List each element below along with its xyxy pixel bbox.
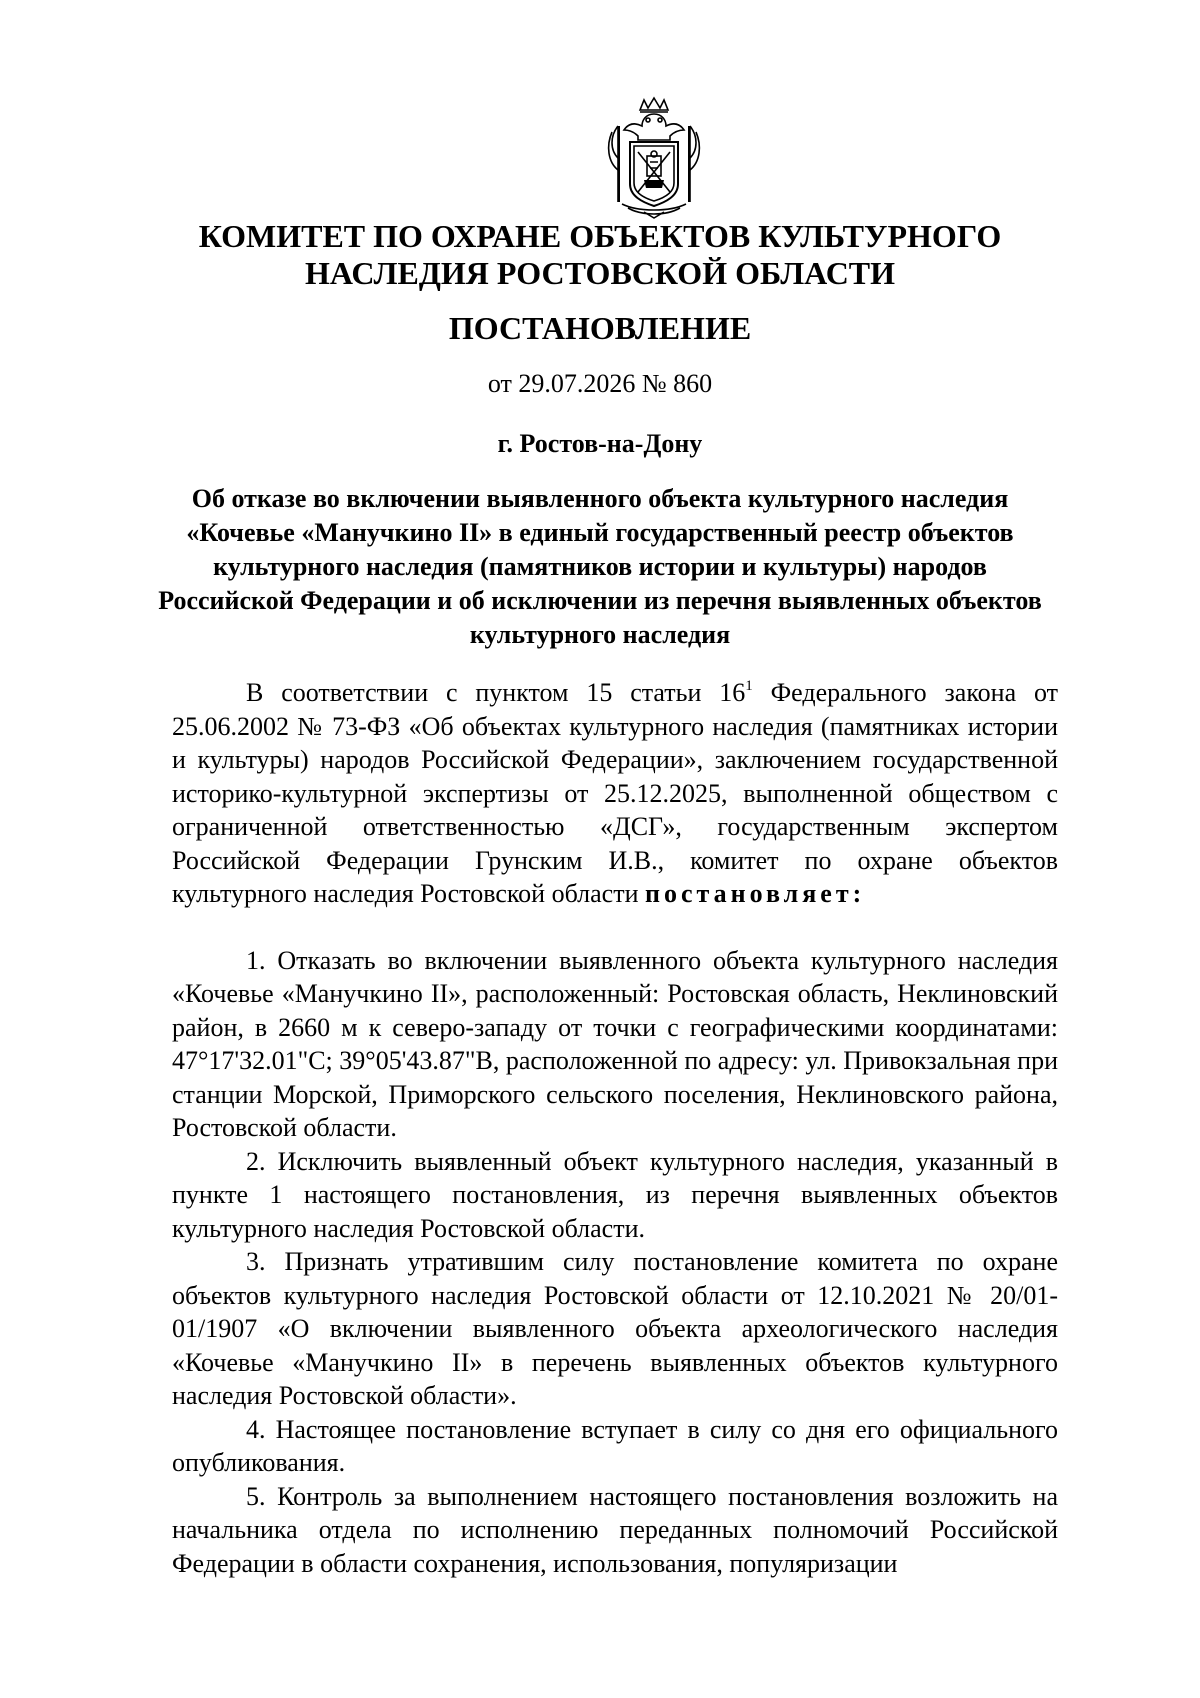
item-4: 4. Настоящее постановление вступает в силу со дня его официального опубликования. [172,1414,1058,1477]
article-superscript: 1 [745,678,753,694]
document-body [172,676,1058,1580]
document-city: г. Ростов-на-Дону [497,429,703,458]
preamble-decides: постановляет: [645,879,866,908]
item-5: 5. Контроль за выполнением настоящего постановления возложить на начальника отдела по исполнению переданных полномочий Российской Федерации в области сохранения, использования, популяризации [172,1481,1058,1578]
item-3: 3. Признать утратившим силу постановление комитета по охране объектов культурного наследия Ростовской области от 12.10.2021 № 20/01-01/1907 «О включении выявленного объекта археологического наследия «Кочевье «Манучкино II» в перечень выявленных объектов культурного наследия Ростовской области». [172,1247,1058,1410]
organization-name-line-2: НАСЛЕДИЯ РОСТОВСКОЙ ОБЛАСТИ [304,255,896,291]
preamble-text-part-1: В соответствии с пунктом 15 статьи 16 [246,678,746,707]
document-date-number: от 29.07.2026 № 860 [487,369,713,398]
organization-name-line-1: КОМИТЕТ ПО ОХРАНЕ ОБЪЕКТОВ КУЛЬТУРНОГО [198,218,1002,254]
preamble-text-part-2: Федерального закона от 25.06.2002 № 73-ФЗ «Об объектах культурного наследия (памятниках истории и культуры) народов Российской Федерации», заключением государственной историко-культурной экспертизы от 25.12.2025, выполненной обществом с ограниченной ответственностью «ДСГ», государственным экспертом Российской Федерации Грунским И.В., комитет по охране объектов культурного наследия Ростовской области [172,678,1058,908]
document-type: ПОСТАНОВЛЕНИЕ [448,310,752,346]
rostov-oblast-coat-of-arms-icon [598,96,710,220]
item-1: 1. Отказать во включении выявленного объекта культурного наследия «Кочевье «Манучкино II», расположенный: Ростовская область, Неклиновский район, в 2660 м к северо-западу от точки с географическими координатами: 47°17'32.01"С; 39°05'43.87"В, расположенной по адресу: ул. Привокзальная при станции Морской, Приморского сельского поселения, Неклиновского района, Ростовской области. [172,945,1058,1142]
organization-name [150,218,1050,292]
document-subject: Об отказе во включении выявленного объекта культурного наследия «Кочевье «Манучкино II» в единый государственный реестр объектов культурного наследия (памятников истории и культуры) народов Российской Федерации и об исключении из перечня выявленных объектов культурного наследия [158,484,1042,649]
preamble-paragraph [172,676,1058,911]
item-2: 2. Исключить выявленный объект культурного наследия, указанный в пункте 1 настоящего постановления, из перечня выявленных объектов культурного наследия Ростовской области. [172,1146,1058,1243]
